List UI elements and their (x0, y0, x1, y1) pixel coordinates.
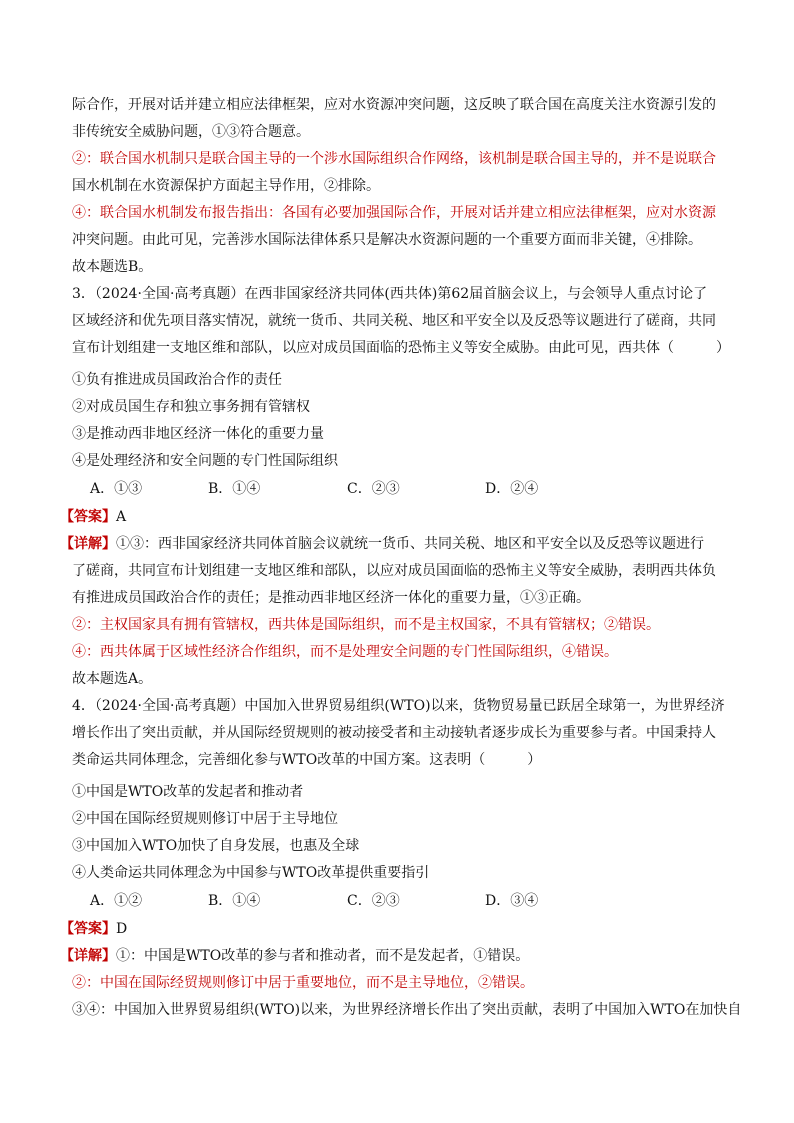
text-line-red: ②：中国在国际经贸规则修订中居于重要地位，而不是主导地位，②错误。 (72, 975, 534, 991)
option-d: D．②④ (485, 481, 539, 497)
option-c: C．②③ (347, 481, 400, 497)
option-b: B．①④ (208, 893, 261, 909)
text-line: 冲突问题。由此可见，完善涉水国际法律体系只是解决水资源问题的一个重要方面而非关键，④排除。 (72, 232, 702, 248)
question-4-stem: 4．（2024·全国·高考真题）中国加入世界贸易组织(WTO)以来，货物贸易量已跃居全球第一，为世界经济 (72, 698, 725, 714)
option-a: A．①③ (90, 481, 143, 497)
question-4-statement: ③中国加入WTO加快了自身发展，也惠及全球 (72, 838, 360, 854)
question-4-statement: ②中国在国际经贸规则修订中居于主导地位 (72, 811, 338, 827)
detail-text: ①③：西非国家经济共同体首脑会议就统一货币、共同关税、地区和平安全以及反恐等议题进行 (116, 536, 704, 552)
question-3-statement: ③是推动西非地区经济一体化的重要力量 (72, 426, 324, 442)
detail-line (60, 946, 529, 966)
answer-value: A (116, 509, 127, 525)
question-3-stem: 宣布计划组建一支地区维和部队，以应对成员国面临的恐怖主义等安全威胁。由此可见，西共体（ ） (72, 340, 730, 356)
text-line-red: ④：联合国水机制发布报告指出：各国有必要加强国际合作，开展对话并建立相应法律框架，应对水资源 (72, 205, 716, 221)
question-3-stem: 3．（2024·全国·高考真题）在西非国家经济共同体(西共体)第62届首脑会议上，与会领导人重点讨论了 (72, 286, 708, 302)
question-3-statement: ④是处理经济和安全问题的专门性国际组织 (72, 453, 338, 469)
detail-line (60, 534, 704, 554)
detail-label: 【详解】 (60, 948, 116, 964)
question-3-statement: ①负有推进成员国政治合作的责任 (72, 372, 282, 388)
question-3-statement: ②对成员国生存和独立事务拥有管辖权 (72, 399, 310, 415)
question-4-stem: 增长作出了突出贡献，并从国际经贸规则的被动接受者和主动接轨者逐步成长为重要参与者。中国秉持人 (72, 725, 716, 741)
text-line: ③④：中国加入世界贸易组织(WTO)以来，为世界经济增长作出了突出贡献，表明了中国加入WTO在加快自 (72, 1002, 742, 1018)
option-d: D．③④ (485, 893, 539, 909)
option-b: B．①④ (208, 481, 261, 497)
question-3-stem: 区域经济和优先项目落实情况，就统一货币、共同关税、地区和平安全以及反恐等议题进行了磋商，共同 (72, 313, 716, 329)
text-line-red: ②：联合国水机制只是联合国主导的一个涉水国际组织合作网络，该机制是联合国主导的，并不是说联合 (72, 151, 716, 167)
text-line-red: ④：西共体属于区域性经济合作组织，而不是处理安全问题的专门性国际组织，④错误。 (72, 644, 618, 660)
option-c: C．②③ (347, 893, 400, 909)
text-line: 国水机制在水资源保护方面起主导作用，②排除。 (72, 178, 380, 194)
question-3-options (72, 479, 722, 499)
answer-line (60, 507, 126, 527)
question-4-stem: 类命运共同体理念，完善细化参与WTO改革的中国方案。这表明（ ） (72, 752, 542, 768)
conclusion-line: 故本题选B。 (72, 259, 153, 275)
text-line: 非传统安全威胁问题，①③符合题意。 (72, 124, 310, 140)
text-line: 有推进成员国政治合作的责任；是推动西非地区经济一体化的重要力量，①③正确。 (72, 590, 590, 606)
text-line: 了磋商，共同宣布计划组建一支地区维和部队，以应对成员国面临的恐怖主义等安全威胁，表明西共体负 (72, 563, 716, 579)
conclusion-line: 故本题选A。 (72, 671, 153, 687)
answer-label: 【答案】 (60, 509, 116, 525)
answer-value: D (116, 921, 128, 937)
question-4-statement: ④人类命运共同体理念为中国参与WTO改革提供重要指引 (72, 865, 430, 881)
text-line-red: ②：主权国家具有拥有管辖权，西共体是国际组织，而不是主权国家，不具有管辖权；②错误。 (72, 617, 660, 633)
option-a: A．①② (90, 893, 143, 909)
detail-text: ①：中国是WTO改革的参与者和推动者，而不是发起者，①错误。 (116, 948, 530, 964)
question-4-options (72, 891, 722, 911)
answer-label: 【答案】 (60, 921, 116, 937)
detail-label: 【详解】 (60, 536, 116, 552)
text-line: 际合作，开展对话并建立相应法律框架，应对水资源冲突问题，这反映了联合国在高度关注水资源引发的 (72, 97, 716, 113)
answer-line (60, 919, 127, 939)
question-4-statement: ①中国是WTO改革的发起者和推动者 (72, 784, 304, 800)
